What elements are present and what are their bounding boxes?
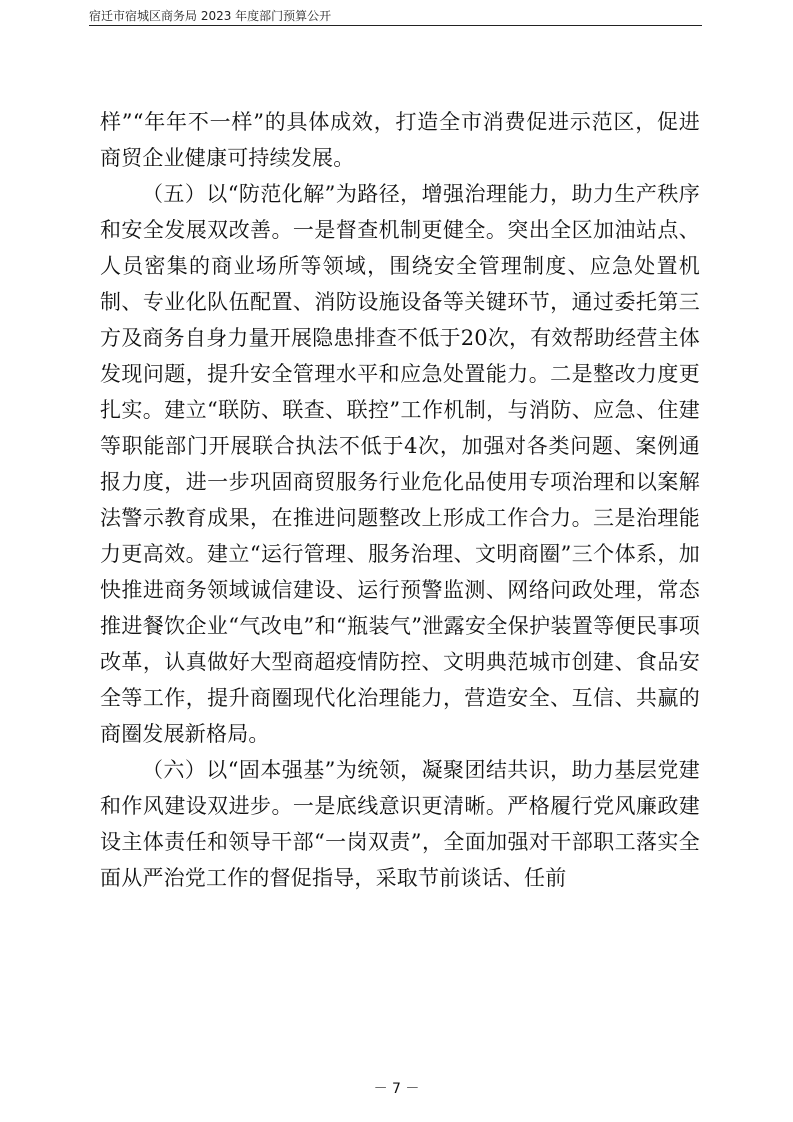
paragraph-continuation: 样”“年年不一样”的具体成效，打造全市消费促进示范区，促进商贸企业健康可持续发展。 bbox=[100, 110, 700, 170]
paragraph-section-six: （六）以“固本强基”为统领，凝聚团结共识，助力基层党建和作风建设双进步。一是底线意识更清晰。严格履行党风廉政建设主体责任和领导干部“一岗双责”，全面加强对干部职工落实全面从严治党工作的督促指导，采取节前谈话、任前 bbox=[100, 758, 700, 890]
paragraph-section-five: （五）以“防范化解”为路径，增强治理能力，助力生产秩序和安全发展双改善。一是督查机制更健全。突出全区加油站点、人员密集的商业场所等领域，围绕安全管理制度、应急处置机制、专业化队伍配置、消防设施设备等关键环节，通过委托第三方及商务自身力量开展隐患排查不低于20次，有效帮助经营主体发现问题，提升安全管理水平和应急处置能力。二是整改力度更扎实。建立“联防、联查、联控”工作机制，与消防、应急、住建等职能部门开展联合执法不低于4次，加强对各类问题、案例通报力度，进一步巩固商贸服务行业危化品使用专项治理和以案解法警示教育成果，在推进问题整改上形成工作合力。三是治理能力更高效。建立“运行管理、服务治理、文明商圈”三个体系，加快推进商务领域诚信建设、运行预警监测、网络问政处理，常态推进餐饮企业“气改电”和“瓶装气”泄露安全保护装置等便民事项改革，认真做好大型商超疫情防控、文明典范城市创建、食品安全等工作，提升商圈现代化治理能力，营造安全、互信、共赢的商圈发展新格局。 bbox=[100, 182, 700, 746]
document-body bbox=[100, 104, 700, 896]
header-title: 宿迁市宿城区商务局 2023 年度部门预算公开 bbox=[89, 9, 332, 23]
page-number: － 7 － bbox=[373, 1081, 420, 1097]
header-divider bbox=[89, 25, 702, 26]
